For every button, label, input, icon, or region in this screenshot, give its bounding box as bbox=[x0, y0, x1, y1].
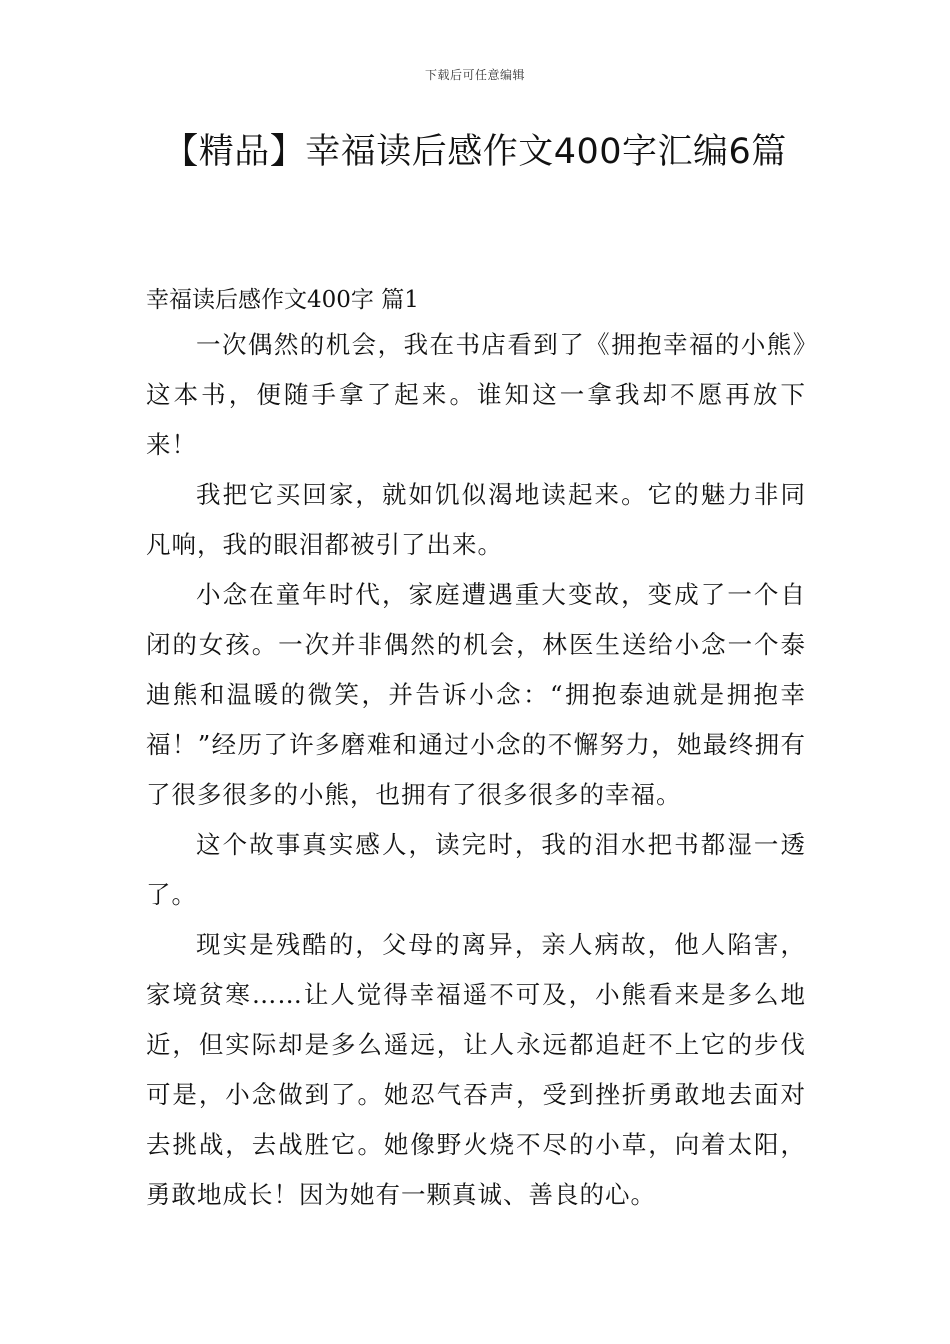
paragraph: 这个故事真实感人，读完时，我的泪水把书都湿一透了。 bbox=[146, 830, 806, 909]
paragraph: 我把它买回家，就如饥似渴地读起来。它的魅力非同凡响，我的眼泪都被引了出来。 bbox=[146, 480, 806, 559]
paragraph: 现实是残酷的，父母的离异，亲人病故，他人陷害，家境贫寒……让人觉得幸福遥不可及，小熊看来是多么地近，但实际却是多么遥远，让人永远都追赶不上它的步伐可是，小念做到了。她忍气吞声，受到挫折勇敢地去面对去挑战，去战胜它。她像野火烧不尽的小草，向着太阳，勇敢地成长！因为她有一颗真诚、善良的心。 bbox=[146, 930, 806, 1209]
paragraph: 一次偶然的机会，我在书店看到了《拥抱幸福的小熊》这本书，便随手拿了起来。谁知这一拿我却不愿再放下来！ bbox=[146, 330, 806, 459]
paragraph: 小念在童年时代，家庭遭遇重大变故，变成了一个自闭的女孩。一次并非偶然的机会，林医生送给小念一个泰迪熊和温暖的微笑，并告诉小念：“拥抱泰迪就是拥抱幸福！”经历了许多磨难和通过小念的不懈努力，她最终拥有了很多很多的小熊，也拥有了很多很多的幸福。 bbox=[146, 580, 806, 809]
header-note: 下载后可任意编辑 bbox=[424, 68, 525, 82]
article-section bbox=[146, 280, 806, 1220]
document-title: 【精品】幸福读后感作文400字汇编6篇 bbox=[163, 132, 787, 172]
section-heading: 幸福读后感作文400字 篇1 bbox=[146, 287, 419, 313]
